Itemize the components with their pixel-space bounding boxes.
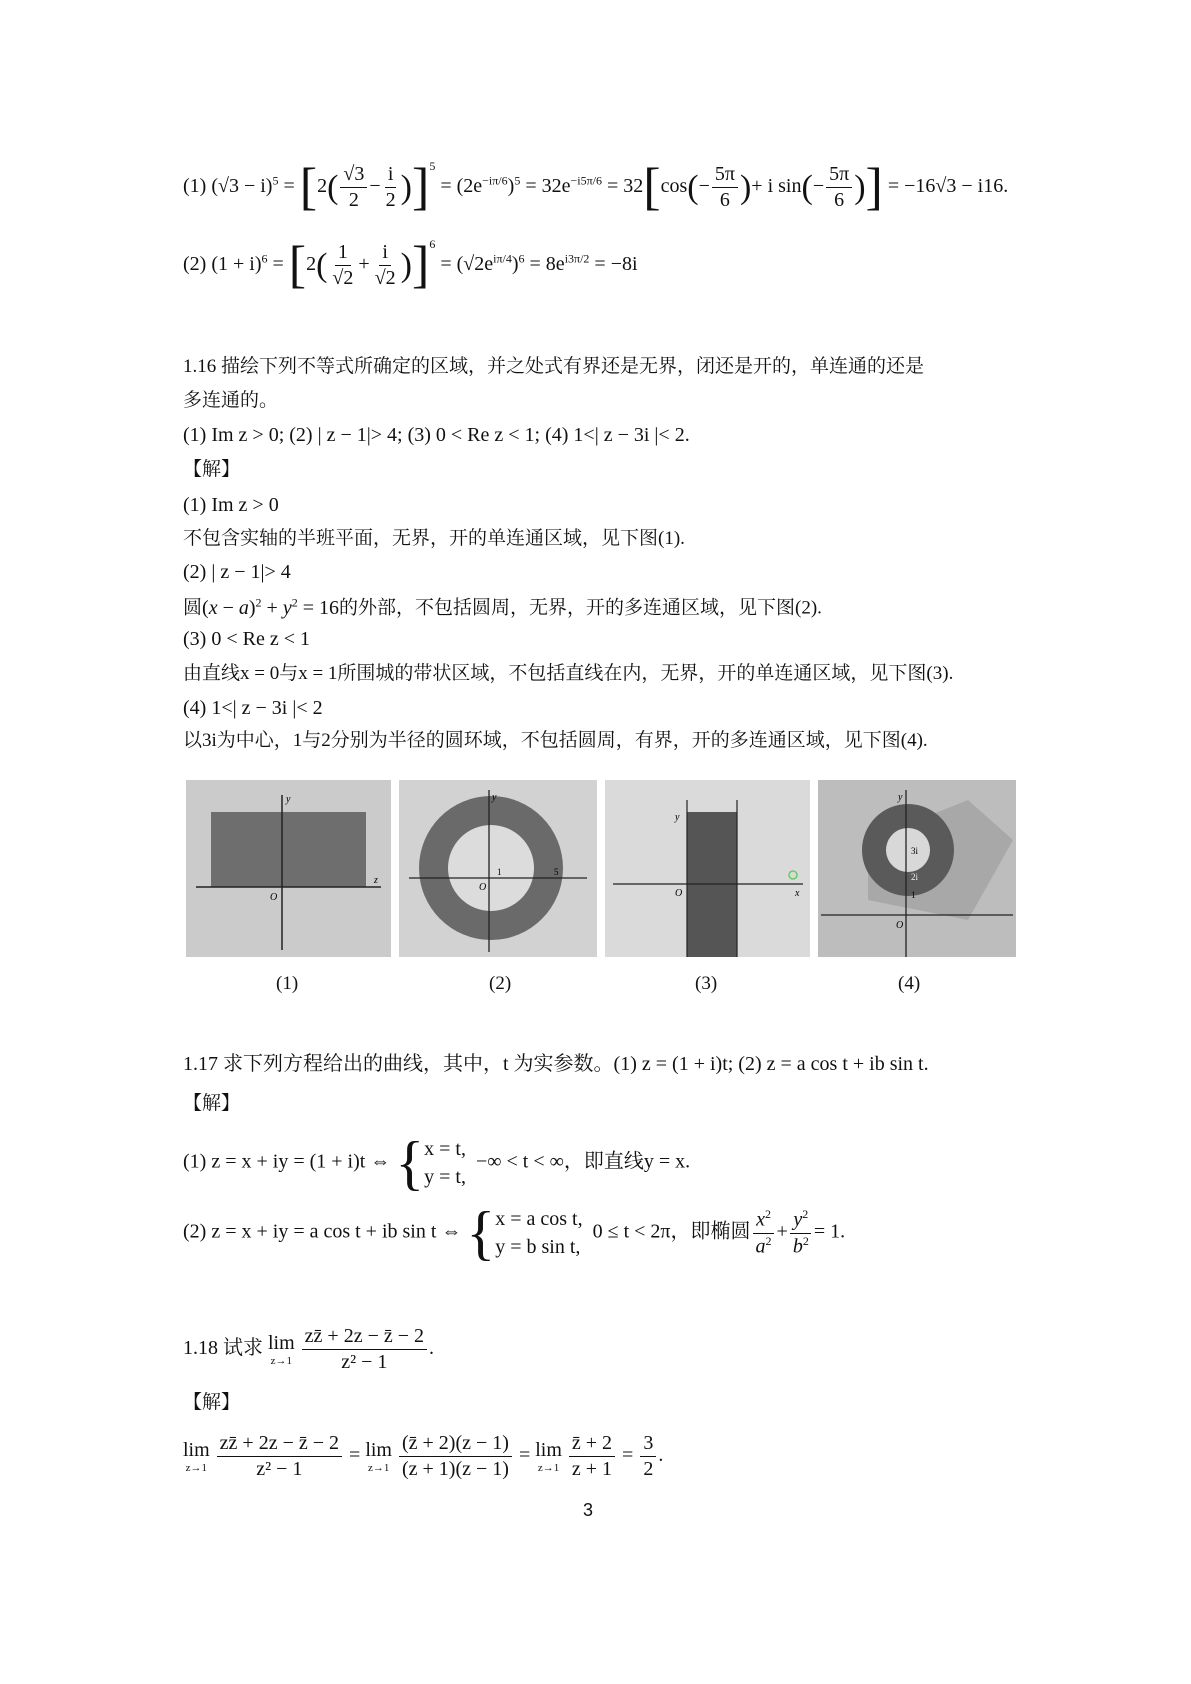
svg-text:1: 1	[911, 890, 916, 900]
caption-1: (1)	[276, 973, 299, 994]
upper-half-plane-region	[211, 812, 366, 887]
svg-text:y: y	[286, 794, 291, 805]
svg-text:1: 1	[497, 867, 502, 877]
figure-1	[186, 780, 391, 957]
figure-4	[818, 780, 1016, 957]
ex116-s4-text: 以3i为中心，1与2分别为半径的圆环域，不包括圆周，有界，开的多连通区域，见下图(4).	[183, 730, 928, 751]
ex117-question: 1.17 求下列方程给出的曲线，其中，t 为实参数。(1) z = (1 + i)t; (2) z = a cos t + ib sin t.	[183, 1053, 929, 1075]
svg-text:O: O	[896, 920, 904, 931]
svg-text:O: O	[270, 892, 278, 903]
ex116-s1-formula: (1) Im z > 0	[183, 494, 279, 516]
ex116-solution-label: 【解】	[183, 459, 241, 480]
svg-text:O: O	[675, 888, 683, 899]
ex116-s2-text: 圆$(x - a)^2 + y^2 = 16$的外部，不包括圆周，无界，开的多连通区域，见下图(2).	[183, 595, 822, 619]
ex116-s3-text: 由直线x = 0与x = 1所围城的带状区域，不包括直线在内，无界，开的单连通区域，见下图(3).	[183, 663, 954, 684]
ex118-solution-label: 【解】	[183, 1392, 241, 1413]
ex117-s2: (2) z = x + iy = a cos t + ib sin t ⇔ { x = a cos t, y = b sin t, 0 ≤ t < 2π，即椭圆 $\frac{x^2}{a^2}$ + $\frac{y^2}{b^2}$ = 1.	[183, 1200, 846, 1266]
ex115-part2: (2) $(1 + i)^6 = [2$( $\frac{1}{√2}$ + $\frac{i}{√2}$ )]$^6 = (√2e^{i\pi/4})^6 = 8e^{i3\pi/2} = -8i$	[183, 236, 638, 294]
svg-text:y: y	[675, 812, 680, 823]
ex118-question: 1.18 试求 lim z→1 $\frac{zz̄ + 2z - z̄ - 2}{\text{z² − 1}}$ .	[183, 1325, 435, 1373]
ex116-s3-formula: (3) 0 < Re z < 1	[183, 628, 310, 650]
ex116-s4-formula: (4) 1<| z − 3i |< 2	[183, 697, 323, 719]
svg-text:y: y	[898, 792, 903, 803]
caption-2: (2)	[489, 973, 512, 994]
svg-text:y: y	[492, 792, 497, 803]
ex116-s2-formula: (2) | z − 1|> 4	[183, 561, 291, 583]
svg-text:3i: 3i	[911, 846, 919, 856]
svg-text:x: x	[795, 888, 800, 899]
figure-2	[399, 780, 597, 957]
ex116-s1-text: 不包含实轴的半班平面，无界，开的单连通区域，见下图(1).	[183, 528, 685, 549]
svg-text:5: 5	[554, 867, 559, 877]
ex116-question-line1: 1.16 描绘下列不等式所确定的区域，并之处式有界还是无界，闭还是开的，单连通的还是	[183, 356, 925, 377]
page-number: 3	[583, 1500, 594, 1520]
svg-text:z: z	[374, 875, 378, 886]
figure-3	[605, 780, 810, 957]
caption-4: (4)	[898, 973, 921, 994]
svg-text:2i: 2i	[911, 872, 919, 882]
caption-3: (3)	[695, 973, 718, 994]
ex117-s1: (1) z = x + iy = (1 + i)t ⇔ { x = t, y = t, −∞ < t < ∞，即直线y = x.	[183, 1130, 691, 1196]
ex116-items: (1) Im z > 0; (2) | z − 1|> 4; (3) 0 < Re z < 1; (4) 1<| z − 3i |< 2.	[183, 424, 690, 446]
ex116-question-line2: 多连通的。	[183, 390, 279, 411]
ex117-solution-label: 【解】	[183, 1093, 241, 1114]
ex118-solution: lim z→1 $\frac{zz̄ + 2z - z̄ - 2}{\text{z² − 1}}$ = lim z→1 $\frac{(z̄ + 2)(z - 1)}{(z + 1)(z - 1)}$ = lim z→1 $\frac{z̄ + 2}{z + 1}$ = $\frac{3}{2}$ .	[183, 1432, 664, 1480]
svg-text:O: O	[479, 882, 487, 893]
ex115-part1: (1) $(√3 - i)^5 = [2$( $\frac{√3}{2}$ − $\frac{i}{2}$ )]$^5 = (2e^{-i\pi/6})^5 = 32e^{-i5\pi/6} = 32[\cos(-$ $\frac{5\pi}{6}$ )+ i sin(− $\frac{5\pi}{6}$ )] = −16√3 − i16.	[183, 158, 1009, 216]
